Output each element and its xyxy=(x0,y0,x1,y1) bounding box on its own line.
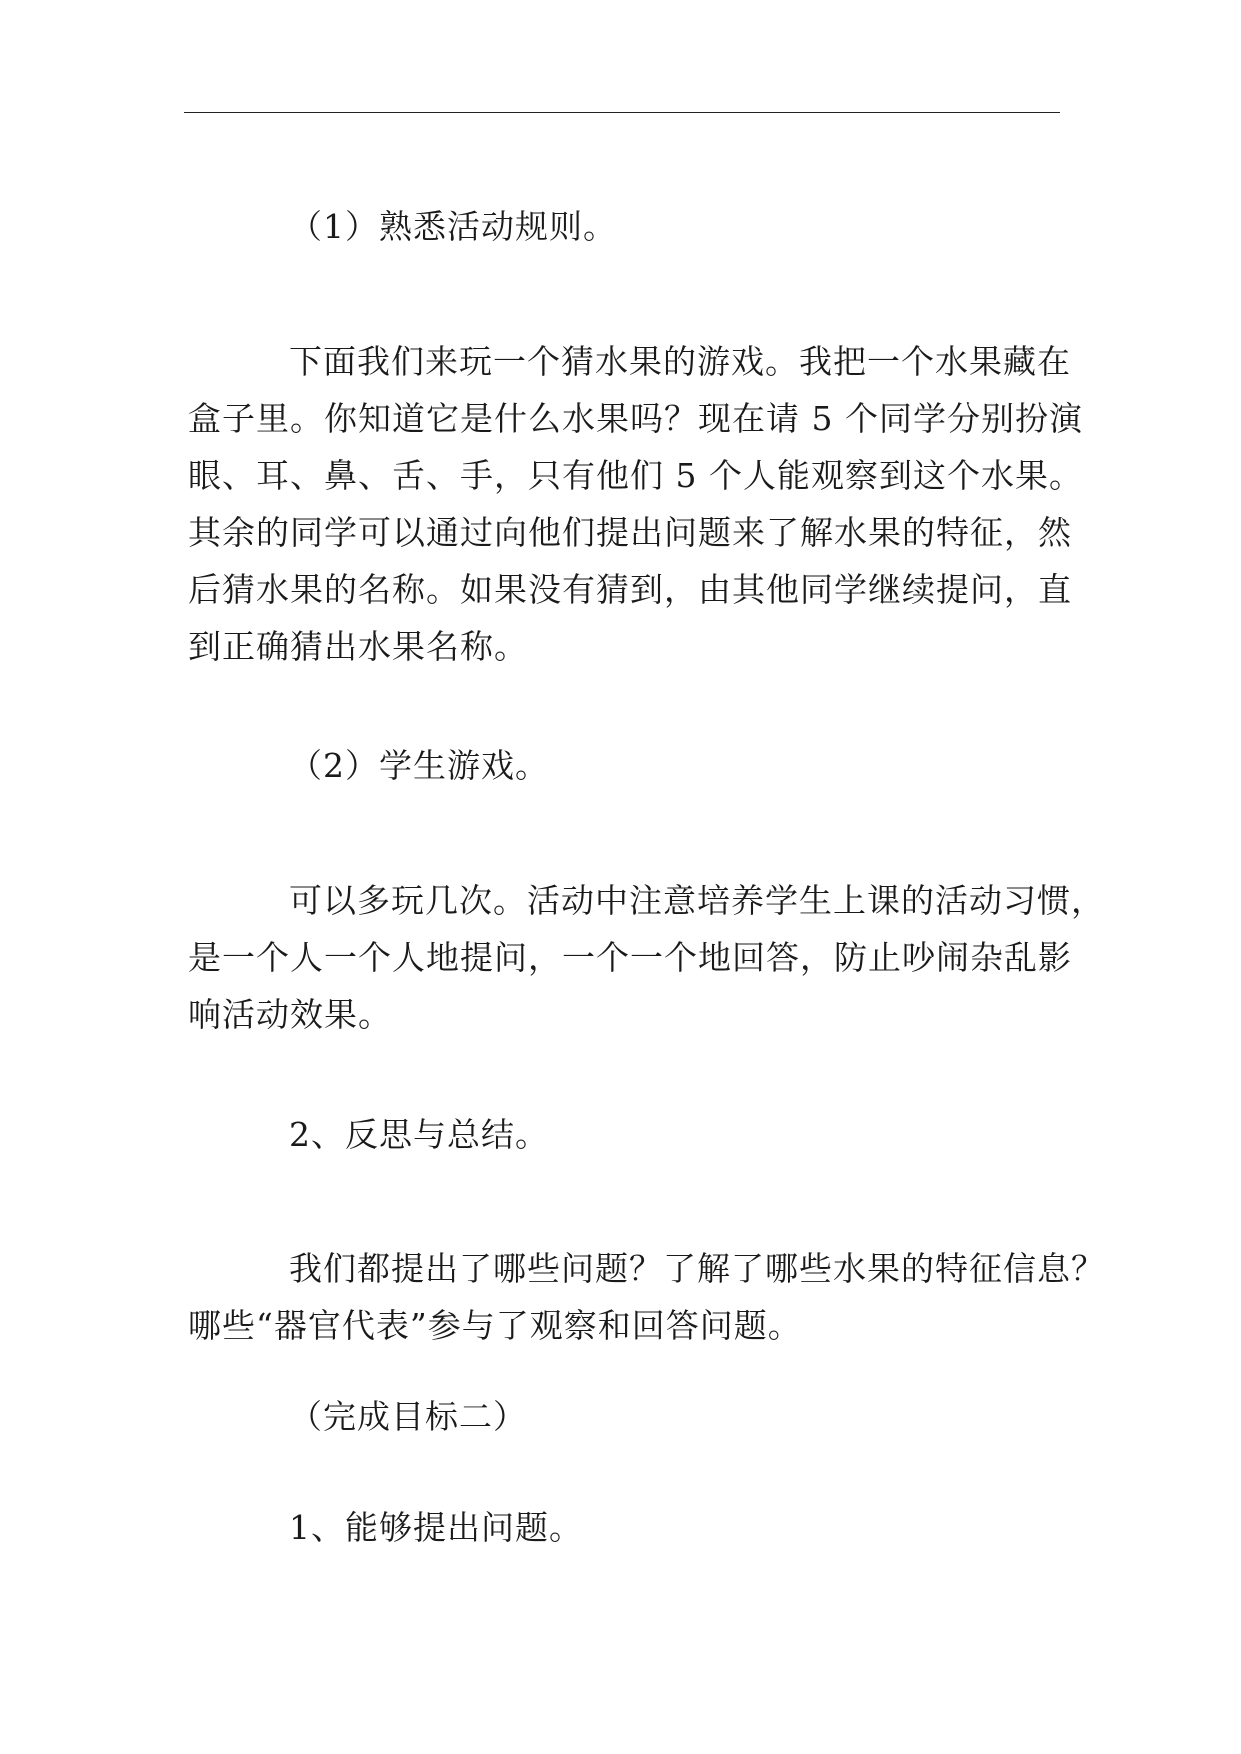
paragraph-line: 可以多玩几次。活动中注意培养学生上课的活动习惯， xyxy=(289,881,1105,920)
paragraph-line: 其余的同学可以通过向他们提出问题来了解水果的特征，然 xyxy=(188,513,1072,552)
heading-text: 2、反思与总结。 xyxy=(289,1115,549,1154)
paragraph-line: 后猜水果的名称。如果没有猜到，由其他同学继续提问，直 xyxy=(188,570,1072,609)
section-heading xyxy=(188,1499,1068,1556)
paragraph-line: 哪些“器官代表”参与了观察和回答问题。 xyxy=(188,1306,802,1345)
heading-text: （完成目标二） xyxy=(289,1397,527,1436)
paragraph-line: 到正确猜出水果名称。 xyxy=(188,627,528,666)
heading-text: （1）熟悉活动规则。 xyxy=(289,207,617,246)
body-paragraph xyxy=(188,872,1105,1043)
section-heading xyxy=(188,737,1068,794)
body-paragraph xyxy=(188,333,1083,675)
paragraph-line: 眼、耳、鼻、舌、手，只有他们 5 个人能观察到这个水果。 xyxy=(188,456,1083,495)
heading-text: （2）学生游戏。 xyxy=(289,746,549,785)
paragraph-line: 我们都提出了哪些问题？了解了哪些水果的特征信息？ xyxy=(289,1249,1105,1288)
paragraph-line: 盒子里。你知道它是什么水果吗？现在请 5 个同学分别扮演 xyxy=(188,399,1083,438)
header-rule xyxy=(184,112,1060,113)
section-heading xyxy=(188,198,1068,255)
paragraph-line: 下面我们来玩一个猜水果的游戏。我把一个水果藏在 xyxy=(289,342,1071,381)
heading-text: 1、能够提出问题。 xyxy=(289,1508,583,1547)
paragraph-line: 响活动效果。 xyxy=(188,995,392,1034)
body-paragraph xyxy=(188,1240,1105,1354)
section-heading xyxy=(188,1106,1068,1163)
section-heading xyxy=(188,1388,1068,1445)
paragraph-line: 是一个人一个人地提问，一个一个地回答，防止吵闹杂乱影 xyxy=(188,938,1072,977)
